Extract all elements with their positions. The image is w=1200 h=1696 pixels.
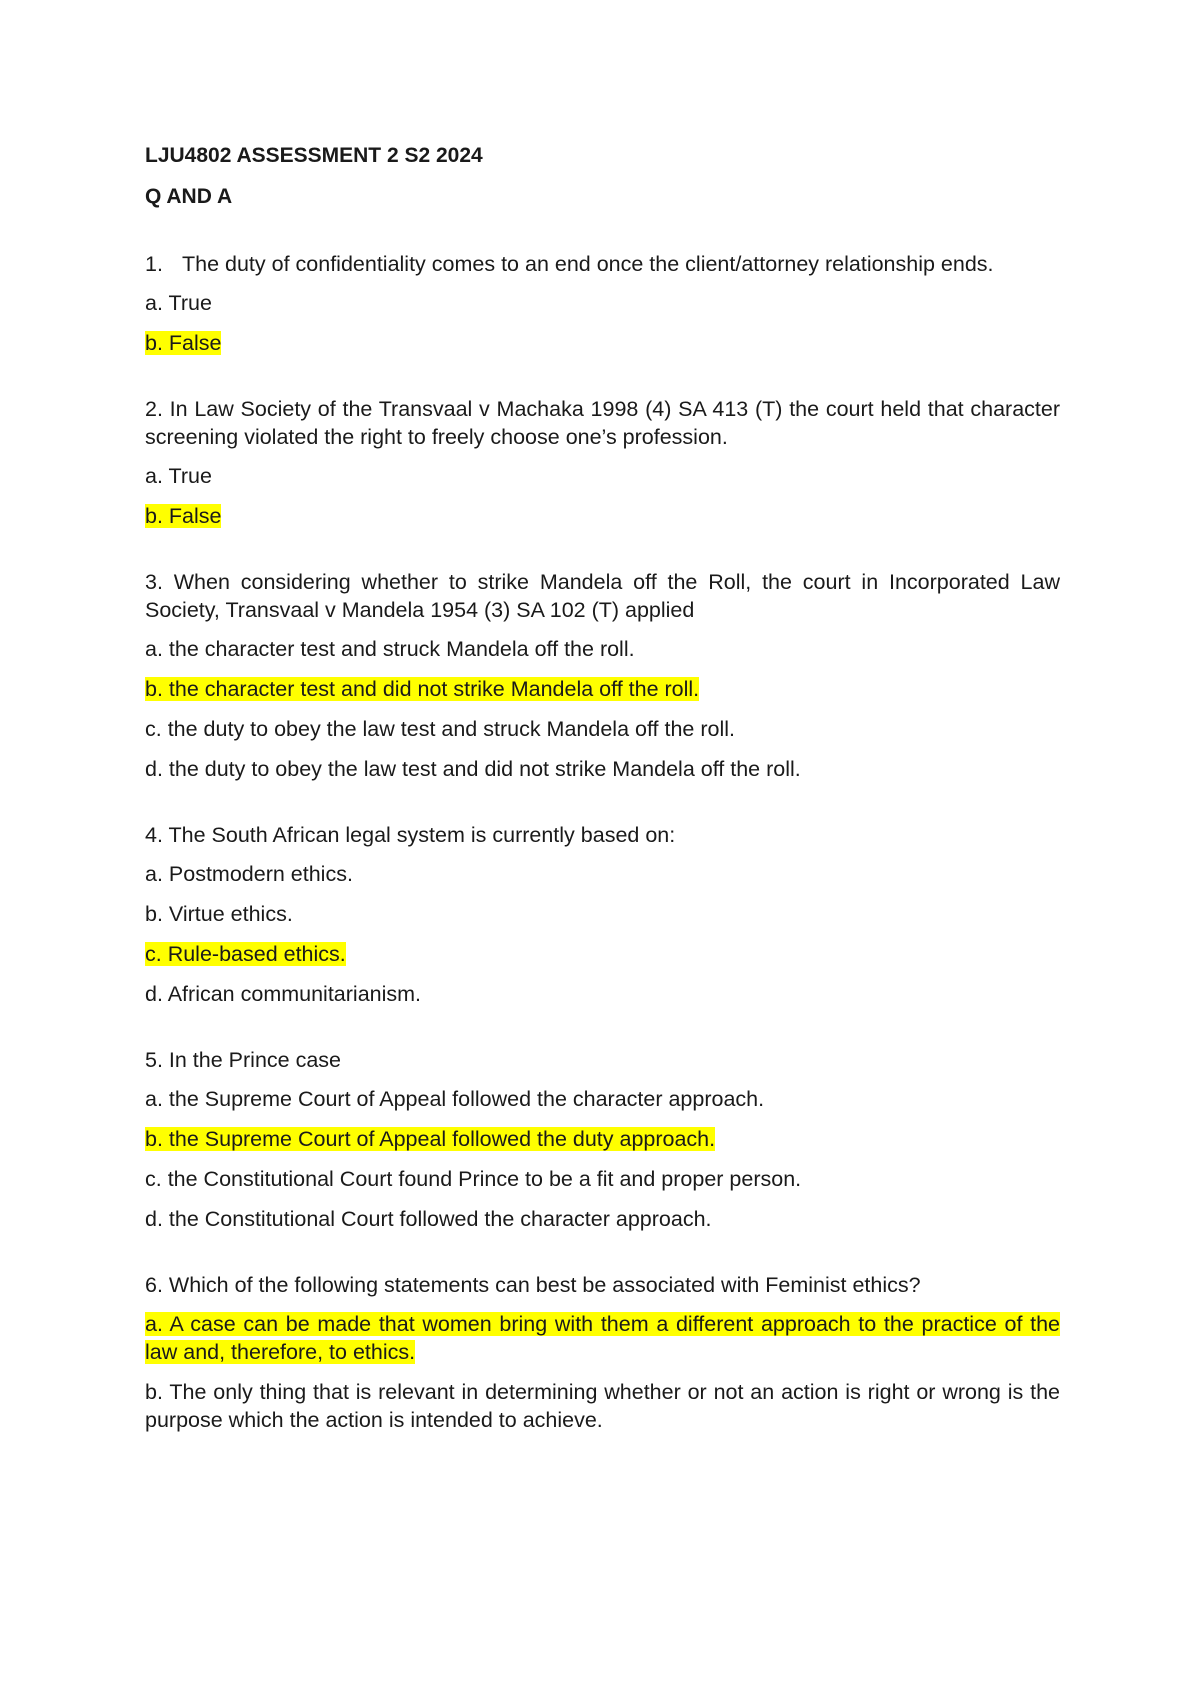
- question-body: The duty of confidentiality comes to an end once the client/attorney relationship ends.: [182, 252, 994, 276]
- answer-option: c. the duty to obey the law test and struck Mandela off the roll.: [145, 717, 735, 741]
- answer-option-correct: b. False: [145, 504, 222, 528]
- document-subtitle: Q AND A: [145, 185, 233, 208]
- question-5: [145, 1046, 1060, 1233]
- question-text: 3. When considering whether to strike Mandela off the Roll, the court in Incorporated Law Society, Transvaal v Mandela 1954 (3) SA 102 (T) applied: [145, 570, 1060, 622]
- answer-option: a. True: [145, 291, 212, 315]
- question-3: [145, 568, 1060, 783]
- answer-option: a. the character test and struck Mandela off the roll.: [145, 637, 635, 661]
- answer-option: a. Postmodern ethics.: [145, 862, 353, 886]
- question-1: [145, 250, 1060, 357]
- answer-option-correct: b. the Supreme Court of Appeal followed the duty approach.: [145, 1127, 716, 1151]
- question-text: 2. In Law Society of the Transvaal v Machaka 1998 (4) SA 413 (T) the court held that character screening violated the right to freely choose one’s profession.: [145, 397, 1060, 449]
- answer-option: d. African communitarianism.: [145, 982, 422, 1006]
- answer-option: a. True: [145, 464, 212, 488]
- question-text: 4. The South African legal system is currently based on:: [145, 823, 676, 847]
- answer-option: a. the Supreme Court of Appeal followed the character approach.: [145, 1087, 765, 1111]
- answer-option-correct: b. False: [145, 331, 222, 355]
- question-text: 6. Which of the following statements can best be associated with Feminist ethics?: [145, 1273, 921, 1297]
- answer-option: b. The only thing that is relevant in determining whether or not an action is right or wrong is the purpose which the action is intended to achieve.: [145, 1380, 1060, 1432]
- question-6: [145, 1271, 1060, 1434]
- question-number: 1.: [145, 252, 163, 276]
- document-page: [145, 143, 1060, 1472]
- question-4: [145, 821, 1060, 1008]
- question-text: 5. In the Prince case: [145, 1048, 341, 1072]
- answer-option: b. Virtue ethics.: [145, 902, 293, 926]
- answer-option: d. the duty to obey the law test and did not strike Mandela off the roll.: [145, 757, 801, 781]
- question-2: [145, 395, 1060, 530]
- answer-option-correct: c. Rule-based ethics.: [145, 942, 346, 966]
- answer-option: d. the Constitutional Court followed the character approach.: [145, 1207, 712, 1231]
- answer-option: c. the Constitutional Court found Prince to be a fit and proper person.: [145, 1167, 802, 1191]
- document-title: LJU4802 ASSESSMENT 2 S2 2024: [145, 144, 483, 167]
- answer-option-correct: b. the character test and did not strike Mandela off the roll.: [145, 677, 700, 701]
- answer-option-correct: a. A case can be made that women bring with them a different approach to the practice of the law and, therefore, to ethics.: [145, 1312, 1060, 1364]
- question-text: [145, 250, 1060, 278]
